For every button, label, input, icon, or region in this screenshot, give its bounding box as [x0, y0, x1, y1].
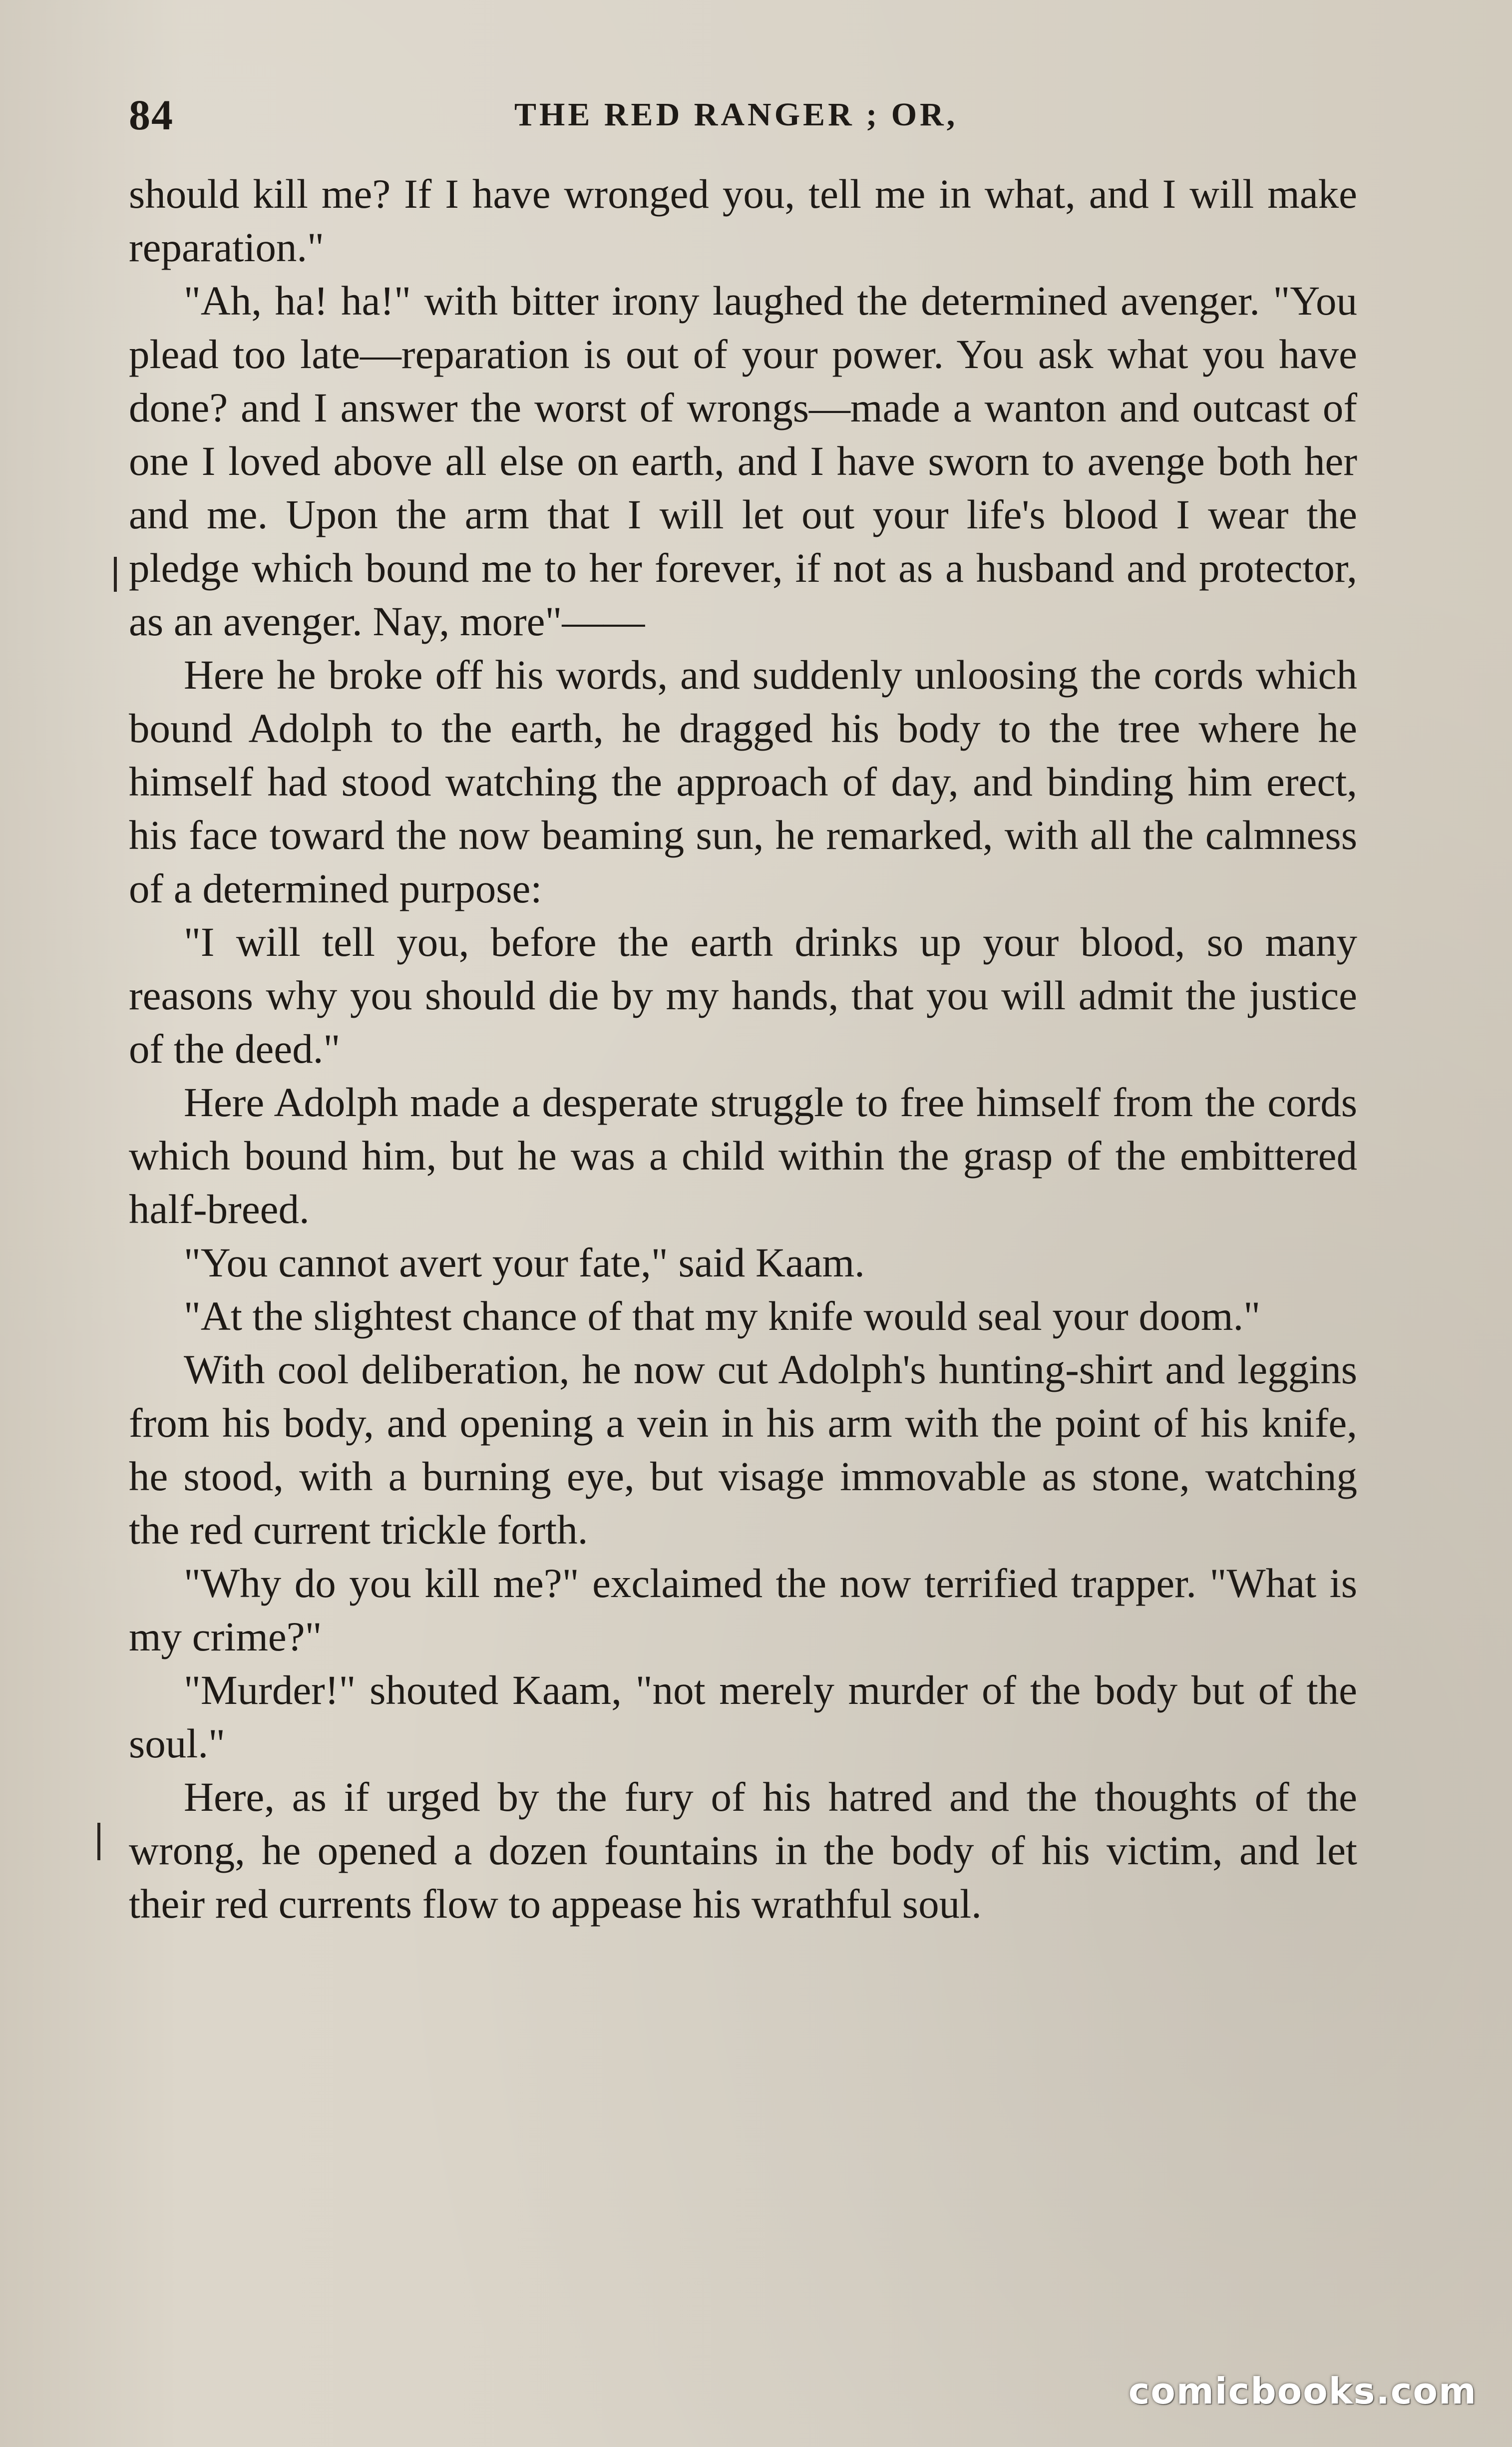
margin-mark [114, 557, 117, 592]
paragraph: Here Adolph made a desperate struggle to free himself from the cords which bound him, but he was a child within the grasp of the embittered half-breed. [129, 1079, 1357, 1232]
paragraph: Here, as if urged by the fury of his hatred and the thoughts of the wrong, he opened a dozen fountains in the body of his victim, and let their red currents flow to appease his wrathful soul. [129, 1774, 1357, 1927]
paragraph: "At the slightest chance of that my knife would seal your doom." [184, 1293, 1261, 1339]
running-head: THE RED RANGER ; OR, [514, 96, 958, 133]
body-text [129, 167, 1357, 1931]
paragraph: "Ah, ha! ha!" with bitter irony laughed the determined avenger. "You plead too late—reparation is out of your power. You ask what you have done? and I answer the worst of wrongs—made a wanton and outcast of one I loved above all else on earth, and I have sworn to avenge both her and me. Upon the arm that I will let out your life's blood I wear the pledge which bound me to her forever, if not as a husband and protector, as an avenger. Nay, more"—— [129, 278, 1357, 644]
margin-mark [97, 1823, 100, 1860]
page-header [0, 90, 1512, 145]
paragraph: should kill me? If I have wronged you, tell me in what, and I will make reparation." [129, 171, 1357, 270]
paragraph: "You cannot avert your fate," said Kaam. [184, 1239, 865, 1285]
paragraph: With cool deliberation, he now cut Adolph's hunting-shirt and leggins from his body, and opening a vein in his arm with the point of his knife, he stood, with a burning eye, but visage immovable as stone, watching the red current trickle forth. [129, 1346, 1357, 1553]
page-number: 84 [129, 91, 174, 139]
paragraph: Here he broke off his words, and suddenly unloosing the cords which bound Adolph to the earth, he dragged his body to the tree where he himself had stood watching the approach of day, and binding him erect, his face toward the now beaming sun, he remarked, with all the calmness of a determined purpose: [129, 652, 1357, 911]
paragraph: "Murder!" shouted Kaam, "not merely murder of the body but of the soul." [129, 1667, 1357, 1766]
watermark: comicbooks.com [1128, 2370, 1477, 2412]
paragraph: "I will tell you, before the earth drinks up your blood, so many reasons why you should die by my hands, that you will admit the justice of the deed." [129, 919, 1357, 1072]
paragraph: "Why do you kill me?" exclaimed the now terrified trapper. "What is my crime?" [129, 1560, 1357, 1659]
